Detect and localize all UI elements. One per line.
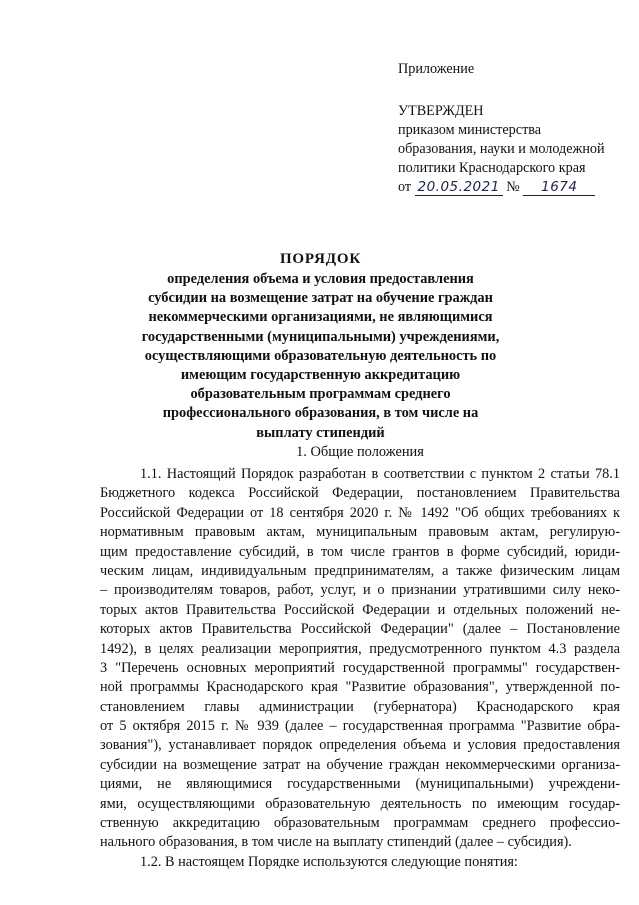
paragraph-1-2: 1.2. В настоящем Порядке используются следующие понятия: [140,853,518,870]
paragraph-line: которых актов Правительства Российской Федерации" (далее – Постановление [100,621,620,638]
handwritten-order-date: 20.05.2021 [415,179,503,196]
title-line: профессионального образования, в том числе на [162,405,479,422]
approved-label: УТВЕРЖДЕН [398,103,484,119]
paragraph-line: ной программы Краснодарского края "Развитие образования", утвержденной по- [100,679,620,696]
paragraph-line: от 5 октября 2015 г. № 939 (далее – государственная программа "Развитие обра- [100,718,620,735]
paragraph-line: – производителям товаров, работ, услуг, и о признании утратившими силу неко- [100,582,620,599]
paragraph-line: торых актов Правительства Российской Федерации и отдельных положений не- [100,601,620,618]
document-body [100,465,620,872]
paragraph-line: зования"), устанавливает порядок определения объема и условия предоставления [100,737,620,754]
paragraph-line: циями, не являющимися государственными (муниципальными) учреждени- [100,776,620,793]
title-line: субсидии на возмещение затрат на обучение граждан [148,290,493,307]
number-label: № [506,179,520,195]
paragraph-line: субсидии на возмещение затрат на обучение граждан некоммерческими организа- [100,756,620,773]
paragraph-line: ственную аккредитацию образовательным программам среднего профессио- [100,815,620,832]
order-date-number-row [398,178,634,197]
paragraph-line: 1492), в целях реализации мероприятия, предусмотренного пунктом 4.3 раздела [100,640,620,657]
from-label: от [398,179,412,195]
title-line: некоммерческими организациями, не являющимися [148,309,493,326]
title-line: образовательным программам среднего [190,386,451,403]
document-title [100,249,541,443]
title-line: имеющим государственную аккредитацию [180,367,461,384]
section-heading: 1. Общие положения [296,444,424,460]
title-line: осуществляющими образовательную деятельность по [144,347,497,364]
title-line: выплату стипендий [256,424,385,441]
paragraph-line: нормативным правовым актам, муниципальным правовым актам, регулирую- [100,524,620,541]
paragraph-line: нального образования, в том числе на выплату стипендий (далее – субсидия). [100,834,572,851]
annex-label: Приложение [398,61,475,77]
paragraph-1-1 [100,465,620,853]
paragraph-line: щим предоставление субсидий, в том числе грантов в форме субсидий, юриди- [100,543,620,560]
title-line: государственными (муниципальными) учреждениями, [141,328,500,345]
title-line: определения объема и условия предоставления [167,271,474,287]
paragraph-line: 3 "Перечень основных мероприятий государственной программы" государствен- [100,659,620,676]
approved-by-line-1: приказом министерства [398,122,542,138]
paragraph-line: ями, осуществляющими образовательную деятельность по имеющим государ- [100,795,620,812]
paragraph-line: Бюджетного кодекса Российской Федерации, постановлением Правительства [100,485,620,502]
paragraph-line: становлением главы администрации (губернатора) Краснодарского края [100,698,620,715]
approval-stamp-block [398,60,634,197]
paragraph-line: 1.1. Настоящий Порядок разработан в соответствии с пунктом 2 статьи 78.1 [140,466,620,482]
approved-by-line-2: образования, науки и молодежной [398,141,605,157]
approved-by-line-3: политики Краснодарского края [398,160,586,176]
paragraph-line: Российской Федерации от 18 сентября 2020 г. № 1492 "Об общих требованиях к [100,504,620,521]
handwritten-order-number: 1674 [523,179,595,196]
paragraph-line: ческим лицам, индивидуальным предпринимателям, а также физическим лицам [100,562,620,579]
title-main: ПОРЯДОК [279,251,362,267]
